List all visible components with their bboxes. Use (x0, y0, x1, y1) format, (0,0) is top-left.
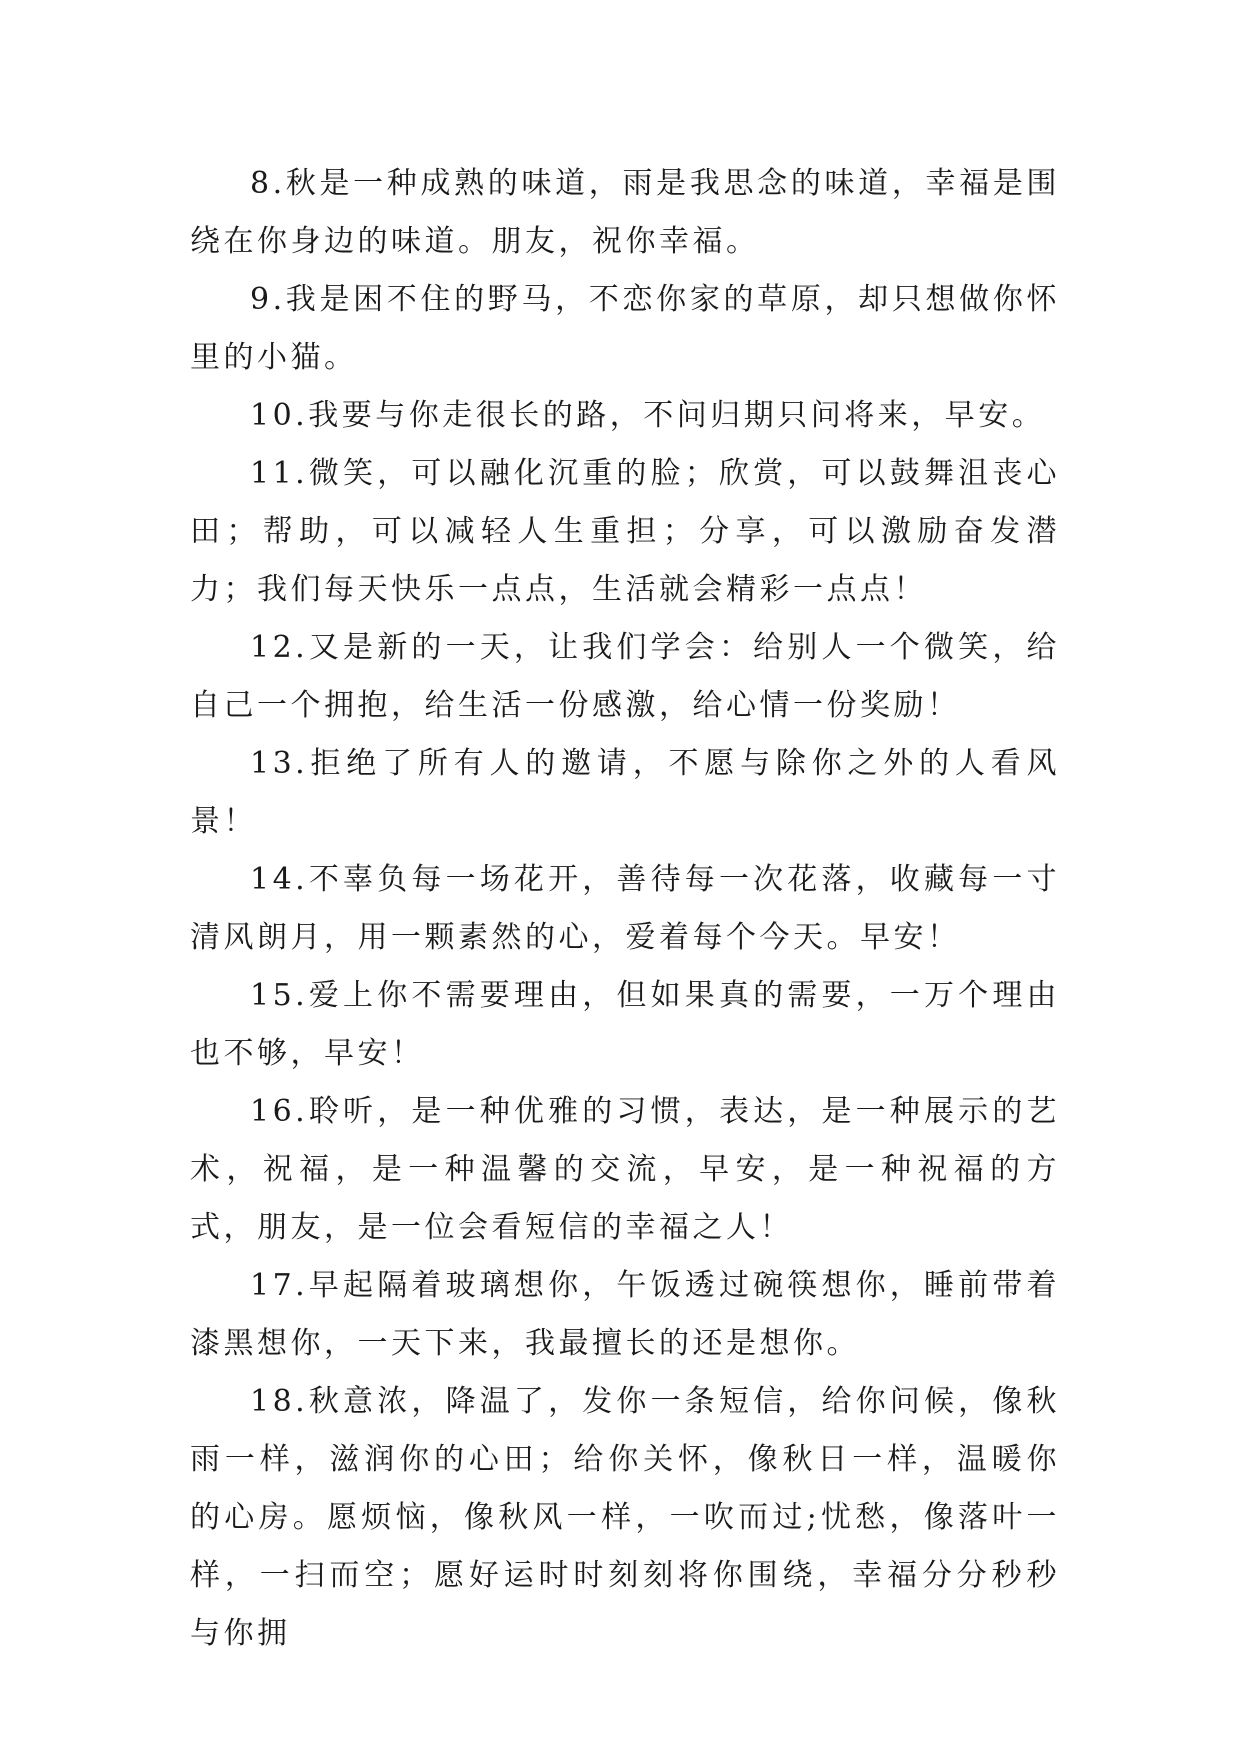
paragraph-11: 11.微笑，可以融化沉重的脸；欣赏，可以鼓舞沮丧心田；帮助，可以减轻人生重担；分享，可以激励奋发潜力；我们每天快乐一点点，生活就会精彩一点点！ (190, 456, 1060, 607)
paragraph-17: 17.早起隔着玻璃想你，午饭透过碗筷想你，睡前带着漆黑想你，一天下来，我最擅长的还是想你。 (190, 1268, 1060, 1361)
paragraph-16: 16.聆听，是一种优雅的习惯，表达，是一种展示的艺术，祝福，是一种温馨的交流，早安，是一种祝福的方式，朋友，是一位会看短信的幸福之人！ (190, 1094, 1060, 1245)
paragraph-10: 10.我要与你走很长的路，不问归期只问将来，早安。 (250, 398, 1046, 433)
paragraph-18: 18.秋意浓，降温了，发你一条短信，给你问候，像秋雨一样，滋润你的心田；给你关怀，像秋日一样，温暖你的心房。愿烦恼，像秋风一样，一吹而过;忧愁，像落叶一样，一扫而空；愿好运时时刻刻将你围绕，幸福分分秒秒与你拥 (190, 1384, 1060, 1651)
paragraph-9: 9.我是困不住的野马，不恋你家的草原，却只想做你怀里的小猫。 (190, 282, 1060, 375)
document-body (190, 155, 1060, 1663)
paragraph-13: 13.拒绝了所有人的邀请，不愿与除你之外的人看风景！ (190, 746, 1060, 839)
paragraph-14: 14.不辜负每一场花开，善待每一次花落，收藏每一寸清风朗月，用一颗素然的心，爱着每个今天。早安！ (190, 862, 1060, 955)
paragraph-12: 12.又是新的一天，让我们学会：给别人一个微笑，给自己一个拥抱，给生活一份感激，给心情一份奖励！ (190, 630, 1060, 723)
paragraph-15: 15.爱上你不需要理由，但如果真的需要，一万个理由也不够，早安！ (190, 978, 1060, 1071)
paragraph-8: 8.秋是一种成熟的味道，雨是我思念的味道，幸福是围绕在你身边的味道。朋友，祝你幸福。 (190, 166, 1060, 259)
